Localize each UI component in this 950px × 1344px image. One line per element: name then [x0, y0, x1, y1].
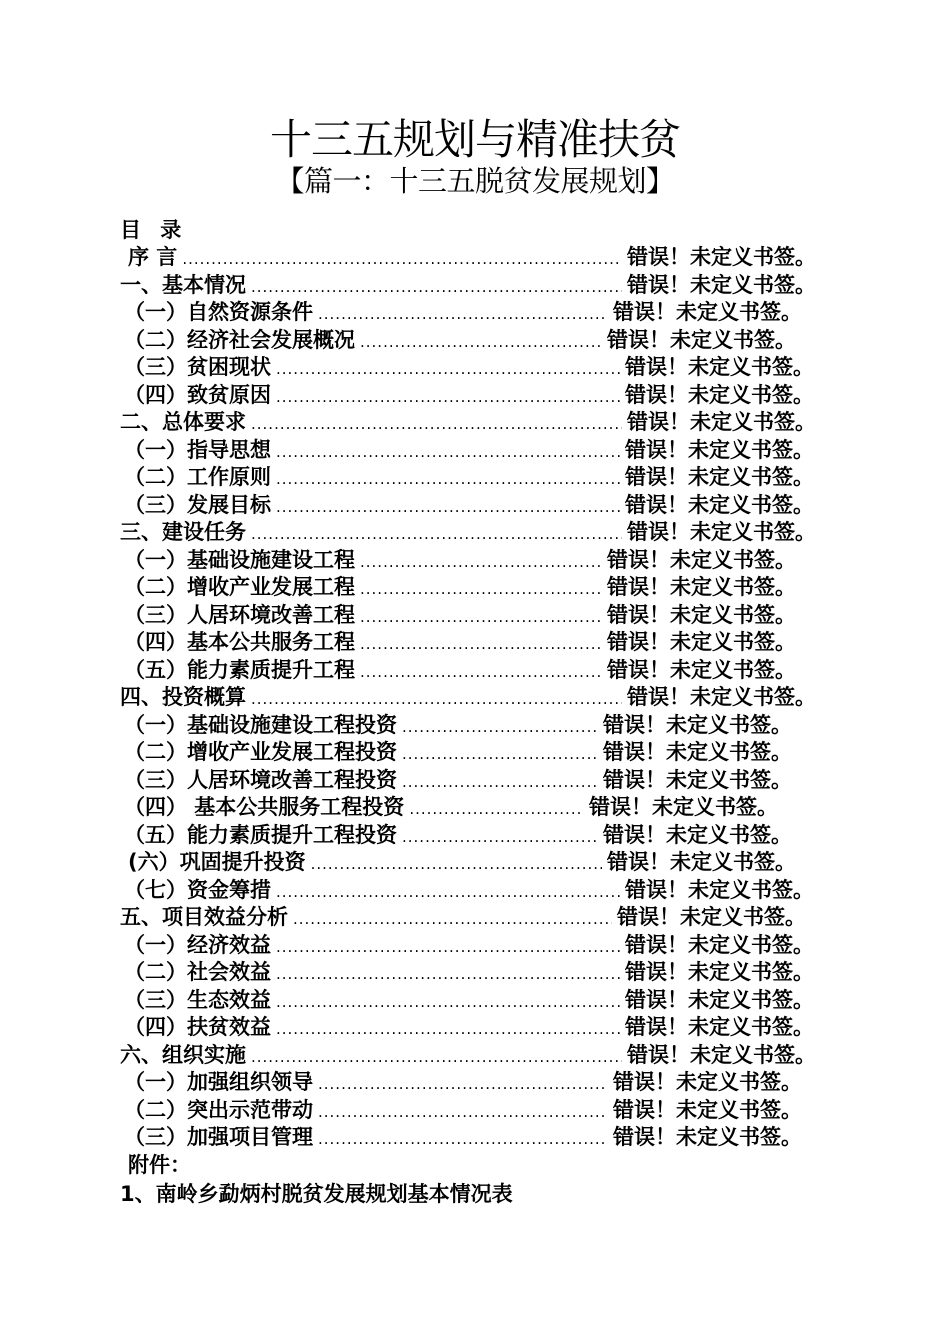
toc-entry-page: 错误！未定义书签。: [589, 795, 778, 819]
toc-entry-label: （一）指导思想: [124, 437, 271, 462]
toc-entry-label: （三）发展目标: [124, 492, 271, 517]
toc-entry-page: 错误！未定义书签。: [613, 1097, 802, 1122]
toc-entry-label: （二）经济社会发展概况: [124, 327, 355, 352]
toc-entry[interactable]: [0, 519, 950, 547]
toc-entry[interactable]: [0, 822, 950, 850]
toc-entry-label: （四）基本公共服务工程: [124, 630, 355, 654]
toc-entry-page: 错误！未定义书签。: [625, 355, 814, 379]
toc-entry-label: （一）加强组织领导: [124, 1070, 313, 1094]
toc-entry-page: 错误！未定义书签。: [603, 822, 792, 847]
toc-entry-label: （一）基础设施建设工程: [124, 547, 355, 572]
toc-entry-page: 错误！未定义书签。: [627, 520, 816, 544]
toc-entry-page: 错误！未定义书签。: [607, 850, 796, 874]
toc-leader-dots: [402, 714, 598, 742]
toc-entry[interactable]: [0, 877, 950, 905]
toc-leader-dots: [276, 494, 620, 522]
toc-leader-dots: [293, 906, 612, 934]
toc-entry-label: （三）人居环境改善工程投资: [124, 767, 397, 792]
toc-leader-dots: [360, 604, 602, 632]
toc-entry-label: （三）加强项目管理: [124, 1125, 313, 1149]
toc-heading: 目 录: [120, 218, 188, 242]
toc-leader-dots: [402, 824, 598, 852]
toc-entry[interactable]: [0, 959, 950, 987]
toc-entry[interactable]: [0, 932, 950, 960]
toc-entry-page: 错误！未定义书签。: [625, 932, 814, 957]
toc-entry-label: （三）人居环境改善工程: [124, 602, 355, 627]
toc-entry[interactable]: [0, 1097, 950, 1125]
toc-entry-label: 一、基本情况: [120, 272, 246, 297]
toc-leader-dots: [251, 686, 622, 714]
toc-entry-label: （三）贫困现状: [124, 355, 271, 379]
toc-entry[interactable]: [0, 904, 950, 932]
toc-entry-label: 六、组织实施: [120, 1042, 246, 1067]
toc-entry-page: 错误！未定义书签。: [625, 1015, 814, 1039]
toc-entry-page: 错误！未定义书签。: [617, 905, 806, 929]
toc-entry[interactable]: [0, 1069, 950, 1097]
toc-leader-dots: [276, 439, 620, 467]
toc-entry[interactable]: [0, 244, 950, 272]
toc-entry-label: 五、项目效益分析: [120, 905, 288, 929]
toc-entry[interactable]: [0, 987, 950, 1015]
toc-entry-label: （一）基础设施建设工程投资: [124, 712, 397, 737]
toc-entry-label: （四） 基本公共服务工程投资: [124, 795, 405, 819]
toc-leader-dots: [311, 851, 602, 879]
toc-leader-dots: [360, 576, 602, 604]
toc-leader-dots: [251, 411, 622, 439]
toc-leader-dots: [402, 741, 598, 769]
toc-entry-label: 二、总体要求: [120, 410, 246, 434]
toc-entry[interactable]: [0, 602, 950, 630]
toc-entry[interactable]: [0, 849, 950, 877]
toc-leader-dots: [276, 989, 620, 1017]
toc-leader-dots: [402, 769, 598, 797]
toc-leader-dots: [276, 384, 620, 412]
toc-entry[interactable]: [0, 767, 950, 795]
toc-entry[interactable]: [0, 1124, 950, 1152]
toc-leader-dots: [318, 1099, 608, 1127]
toc-entry[interactable]: [0, 409, 950, 437]
toc-entry-label: (六）巩固提升投资: [128, 850, 306, 874]
toc-entry-label: （四）扶贫效益: [124, 1015, 271, 1039]
toc-entry-page: 错误！未定义书签。: [627, 245, 816, 269]
toc-leader-dots: [409, 796, 584, 824]
toc-leader-dots: [318, 1071, 608, 1099]
toc-entry-page: 错误！未定义书签。: [603, 740, 792, 764]
toc-entry-page: 错误！未定义书签。: [627, 410, 816, 434]
toc-entry[interactable]: [0, 1042, 950, 1070]
toc-entry-label: 序 言: [128, 245, 178, 269]
toc-entry[interactable]: [0, 739, 950, 767]
toc-leader-dots: [360, 659, 602, 687]
toc-entry-page: 错误！未定义书签。: [603, 712, 792, 737]
toc-leader-dots: [318, 301, 608, 329]
toc-entry-page: 错误！未定义书签。: [613, 1070, 802, 1094]
toc-entry-label: （三）生态效益: [124, 987, 271, 1012]
toc-entry-label: （二）突出示范带动: [124, 1097, 313, 1122]
toc-entry-page: 错误！未定义书签。: [627, 685, 816, 709]
toc-entry-page: 错误！未定义书签。: [607, 575, 796, 599]
toc-entry[interactable]: [0, 629, 950, 657]
toc-entry-page: 错误！未定义书签。: [627, 1042, 816, 1067]
toc-entry[interactable]: [0, 464, 950, 492]
toc-entry[interactable]: [0, 712, 950, 740]
toc-leader-dots: [276, 961, 620, 989]
toc-entry[interactable]: [0, 794, 950, 822]
toc-entry-label: （四）致贫原因: [124, 382, 271, 407]
toc-entry-label: 四、投资概算: [120, 685, 246, 709]
toc-entry-label: （七）资金筹措: [124, 877, 271, 902]
toc-entry[interactable]: [0, 382, 950, 410]
page-title: 十三五规划与精准扶贫: [269, 115, 680, 164]
toc-entry-page: 错误！未定义书签。: [613, 300, 802, 324]
toc-leader-dots: [276, 934, 620, 962]
table-of-contents: [0, 244, 950, 1152]
toc-entry-label: （二）增收产业发展工程投资: [124, 740, 397, 764]
toc-entry[interactable]: [0, 1014, 950, 1042]
toc-entry-label: （二）工作原则: [124, 465, 271, 489]
toc-entry-label: （五）能力素质提升工程投资: [124, 822, 397, 847]
toc-entry-page: 错误！未定义书签。: [607, 547, 796, 572]
toc-entry-page: 错误！未定义书签。: [607, 602, 796, 627]
toc-entry-page: 错误！未定义书签。: [627, 272, 816, 297]
toc-entry[interactable]: [0, 272, 950, 300]
toc-entry-label: （一）经济效益: [124, 932, 271, 957]
toc-leader-dots: [276, 466, 620, 494]
toc-leader-dots: [318, 1126, 608, 1154]
toc-entry-label: 三、建设任务: [120, 520, 246, 544]
toc-entry[interactable]: [0, 574, 950, 602]
toc-leader-dots: [360, 631, 602, 659]
toc-entry-page: 错误！未定义书签。: [607, 327, 796, 352]
toc-entry-page: 错误！未定义书签。: [625, 492, 814, 517]
toc-leader-dots: [276, 879, 620, 907]
appendix-item: 1、南岭乡勐炳村脱贫发展规划基本情况表: [120, 1182, 513, 1206]
toc-entry-label: （一）自然资源条件: [124, 300, 313, 324]
toc-entry[interactable]: [0, 354, 950, 382]
toc-entry-page: 错误！未定义书签。: [603, 767, 792, 792]
toc-leader-dots: [276, 356, 620, 384]
appendix-title: 附件：: [128, 1153, 191, 1177]
toc-entry[interactable]: [0, 327, 950, 355]
toc-leader-dots: [251, 1044, 622, 1072]
toc-leader-dots: [360, 549, 602, 577]
toc-entry[interactable]: [0, 437, 950, 465]
toc-entry[interactable]: [0, 299, 950, 327]
page-subtitle: 【篇一：十三五脱贫发展规划】: [275, 164, 675, 198]
toc-entry-page: 错误！未定义书签。: [625, 437, 814, 462]
toc-entry-label: （五）能力素质提升工程: [124, 657, 355, 682]
toc-entry-label: （二）增收产业发展工程: [124, 575, 355, 599]
toc-entry[interactable]: [0, 492, 950, 520]
toc-entry-page: 错误！未定义书签。: [625, 987, 814, 1012]
toc-leader-dots: [251, 274, 622, 302]
toc-entry-page: 错误！未定义书签。: [625, 960, 814, 984]
toc-entry-page: 错误！未定义书签。: [613, 1125, 802, 1149]
toc-entry-label: （二）社会效益: [124, 960, 271, 984]
toc-entry-page: 错误！未定义书签。: [607, 657, 796, 682]
toc-leader-dots: [251, 521, 622, 549]
toc-entry-page: 错误！未定义书签。: [625, 465, 814, 489]
toc-entry[interactable]: [0, 657, 950, 685]
toc-entry-page: 错误！未定义书签。: [607, 630, 796, 654]
toc-entry-page: 错误！未定义书签。: [625, 382, 814, 407]
toc-entry[interactable]: [0, 547, 950, 575]
toc-leader-dots: [360, 329, 602, 357]
toc-entry-page: 错误！未定义书签。: [625, 877, 814, 902]
toc-entry[interactable]: [0, 684, 950, 712]
toc-leader-dots: [276, 1016, 620, 1044]
toc-leader-dots: [182, 246, 622, 274]
